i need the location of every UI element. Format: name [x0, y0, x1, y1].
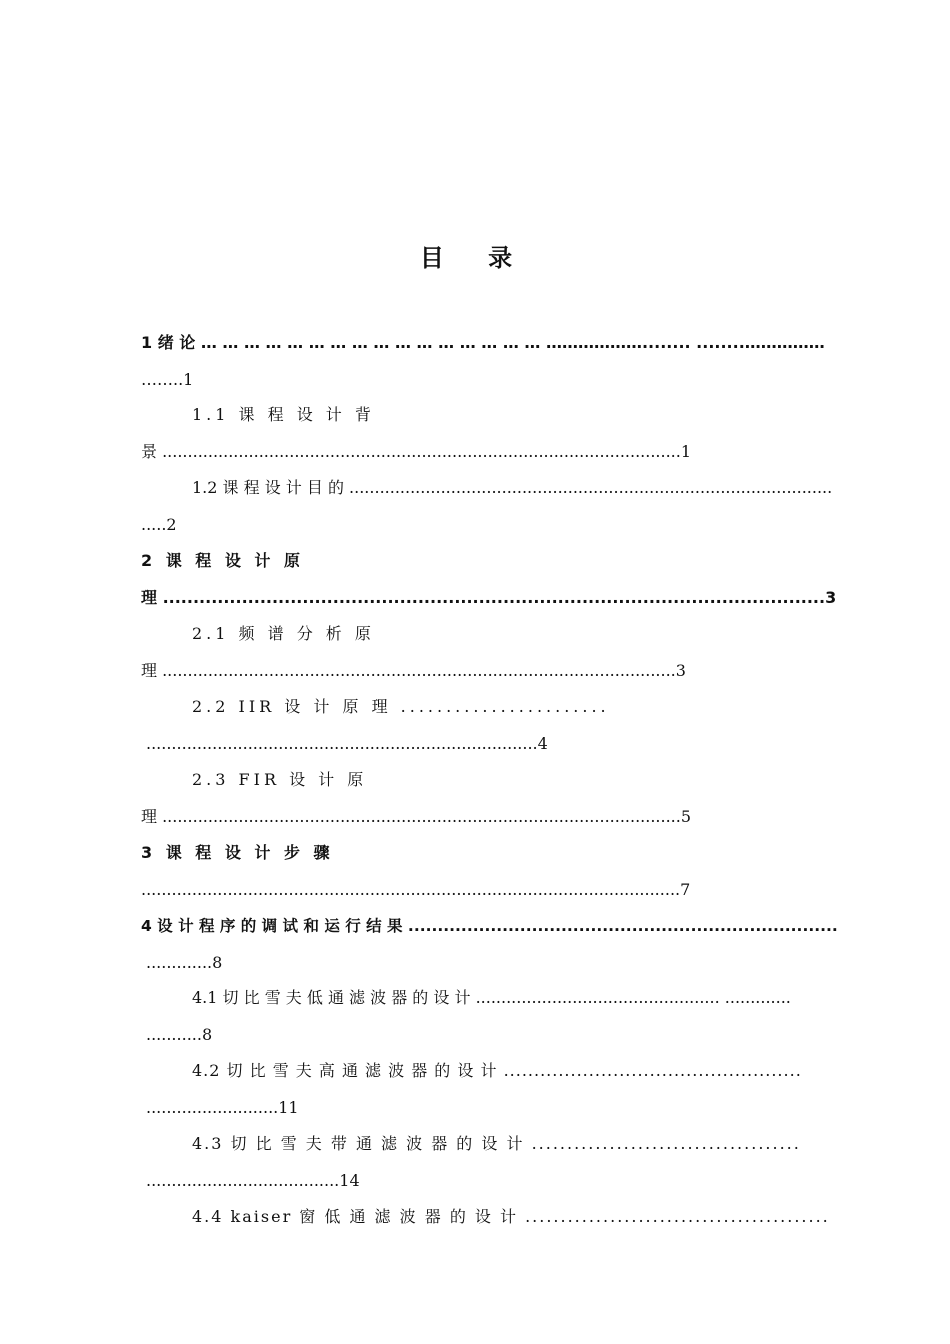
toc-entry-2: 2 课 程 设 计 原: [141, 551, 304, 570]
toc-entry-1-1-page: 景 ......................................................................................................1: [141, 442, 692, 461]
toc-entry-2-1-page: 理 .....................................................................................................3: [141, 661, 686, 680]
toc-entry-3: 3 课 程 设 计 步 骤: [141, 843, 334, 862]
toc-entry-3-page: ..........................................................................................................7: [141, 880, 691, 899]
toc-entry-2-1: 2.1 频 谱 分 析 原: [192, 624, 375, 643]
toc-entry-4-page: .............8: [146, 953, 223, 972]
toc-entry-4-1: 4.1 切 比 雪 夫 低 通 滤 波 器 的 设 计 ................................................ .............: [192, 988, 791, 1007]
toc-entry-2-2-page: .............................................................................4: [146, 734, 548, 753]
toc-entry-2-3: 2.3 FIR 设 计 原: [192, 770, 368, 789]
toc-entry-1: 1 绪 论 … … … … … … … … … … … … … … … … ………………........ ........……………: [141, 333, 825, 352]
toc-entry-4-1-page: ...........8: [146, 1025, 213, 1044]
toc-entry-2-page: 理 .............................................................................................................3: [141, 588, 837, 607]
toc-entry-2-2: 2.2 IIR 设 计 原 理 .......................: [192, 697, 610, 716]
toc-entry-4-2: 4.2 切 比 雪 夫 高 通 滤 波 器 的 设 计 .................................................: [192, 1061, 802, 1080]
toc-entry-1-2-page: .....2: [141, 515, 177, 534]
toc-entry-4-2-page: ..........................11: [146, 1098, 299, 1117]
toc-entry-1-page: ……..1: [141, 370, 194, 389]
toc-entry-4-4: 4.4 kaiser 窗 低 通 滤 波 器 的 设 计 ...........................................: [192, 1207, 830, 1226]
toc-entry-1-1: 1.1 课 程 设 计 背: [192, 405, 375, 424]
toc-entry-4-3: 4.3 切 比 雪 夫 带 通 滤 波 器 的 设 计 ......................................: [192, 1134, 801, 1153]
toc-entry-1-2: 1.2 课 程 设 计 目 的 ...............................................................................................: [192, 478, 833, 497]
toc-entry-4-3-page: ......................................14: [146, 1171, 360, 1190]
toc-entry-4: 4 设 计 程 序 的 调 试 和 运 行 结 果 .........................................................................: [141, 917, 838, 935]
toc-title: 目 录: [419, 244, 531, 272]
toc-entry-2-3-page: 理 ......................................................................................................5: [141, 807, 692, 826]
